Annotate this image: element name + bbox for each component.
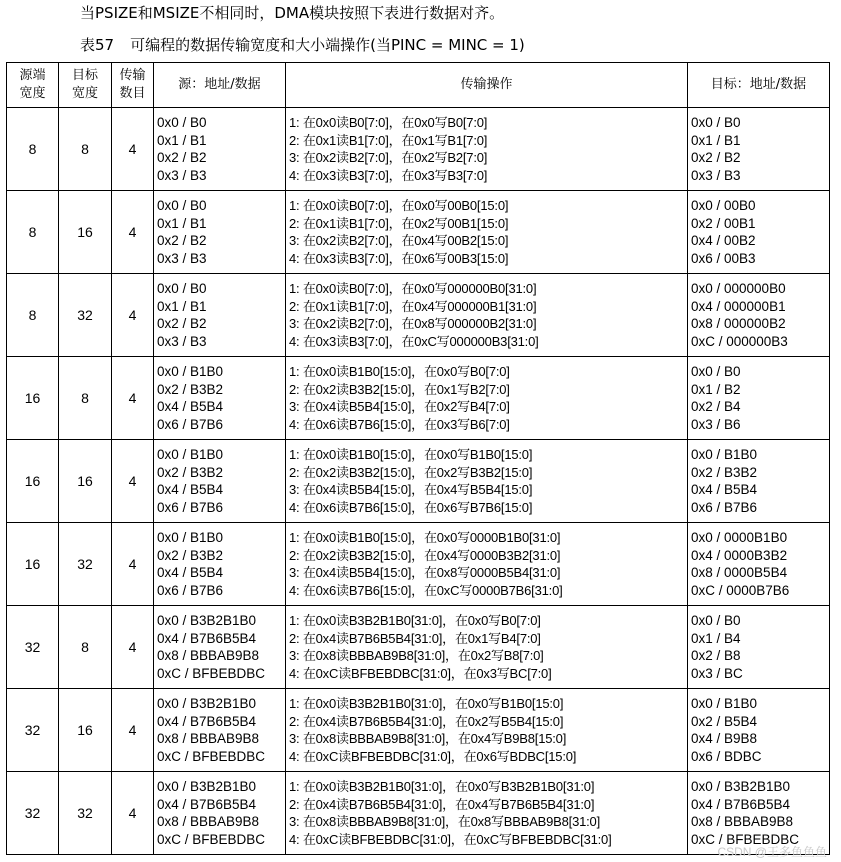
target-line: 0x0 / B0: [691, 613, 741, 628]
data-alignment-table: [6, 62, 830, 855]
source-line: 0x1 / B1: [157, 132, 207, 148]
operation-line: 3: 在0x8读BBBAB9B8[31:0]，在0x8写BBBAB9B8[31:0]: [289, 814, 600, 829]
source-cell: [154, 108, 286, 191]
target-line: 0x0 / B3B2B1B0: [691, 779, 791, 794]
target-line: 0x0 / B1B0: [691, 696, 758, 711]
operation-line: 4: 在0x6读B7B6[15:0]，在0xC写0000B7B6[31:0]: [289, 582, 563, 598]
dst-width-cell: 8: [59, 357, 112, 440]
table-title: 可编程的数据传输宽度和大小端操作(当PINC = MINC = 1): [130, 36, 525, 54]
target-cell: [688, 689, 830, 772]
source-cell: [154, 606, 286, 689]
table-row: [7, 357, 830, 440]
dst-width-cell: 16: [59, 689, 112, 772]
operation-line: 3: 在0x4读B5B4[15:0]，在0x4写B5B4[15:0]: [289, 482, 533, 497]
source-line: 0x2 / B3B2: [157, 381, 224, 397]
target-line: 0x4 / 0000B3B2: [691, 547, 788, 563]
target-line: 0x3 / BC: [691, 665, 743, 681]
operation-line: 1: 在0x0读B3B2B1B0[31:0]，在0x0写B3B2B1B0[31:0]: [289, 779, 595, 794]
watermark: CSDN @王多鱼鱼鱼: [717, 845, 827, 859]
target-cell: [688, 108, 830, 191]
operation-line: 3: 在0x8读BBBAB9B8[31:0]，在0x2写B8[7:0]: [289, 648, 544, 663]
source-line: 0x2 / B2: [157, 316, 207, 331]
operation-cell: [286, 606, 688, 689]
target-line: 0x4 / 00B2: [691, 233, 756, 248]
count-cell: 4: [112, 689, 154, 772]
source-cell: [154, 274, 286, 357]
source-line: 0x0 / B1B0: [157, 447, 224, 462]
operation-cell: [286, 108, 688, 191]
table-row: [7, 523, 830, 606]
operation-line: 2: 在0x4读B7B6B5B4[31:0]，在0x2写B5B4[15:0]: [289, 713, 564, 729]
source-line: 0x0 / B0: [157, 198, 207, 213]
source-line: 0x8 / BBBAB9B8: [157, 814, 260, 829]
operation-cell: [286, 523, 688, 606]
target-line: 0xC / 0000B7B6: [691, 582, 790, 598]
source-cell: [154, 523, 286, 606]
operation-cell: [286, 772, 688, 855]
src-width-cell: 16: [7, 523, 59, 606]
src-width-cell: 32: [7, 606, 59, 689]
source-line: 0x4 / B7B6B5B4: [157, 713, 257, 729]
operation-line: 4: 在0xC读BFBEBDBC[31:0]，在0xC写BFBEBDBC[31:0]: [289, 831, 612, 847]
dst-width-cell: 16: [59, 191, 112, 274]
source-line: 0x0 / B3B2B1B0: [157, 696, 257, 711]
source-line: 0x0 / B1B0: [157, 530, 224, 545]
table-caption: [80, 34, 525, 55]
target-line: 0x2 / B4: [691, 399, 741, 414]
source-line: 0x6 / B7B6: [157, 499, 224, 515]
target-line: 0x2 / B5B4: [691, 713, 758, 729]
operation-line: 2: 在0x1读B1[7:0]，在0x1写B1[7:0]: [289, 132, 488, 148]
header-source: 源：地址/数据: [154, 63, 286, 108]
operation-line: 1: 在0x0读B1B0[15:0]，在0x0写B1B0[15:0]: [289, 447, 533, 462]
source-line: 0x2 / B2: [157, 233, 207, 248]
target-line: 0xC / 000000B3: [691, 333, 788, 349]
source-line: 0x3 / B3: [157, 333, 207, 349]
operation-line: 4: 在0x3读B3[7:0]，在0x6写00B3[15:0]: [289, 250, 509, 266]
header-operation: 传输操作: [286, 63, 688, 108]
header-count: 传输 数目: [112, 63, 154, 108]
operation-line: 3: 在0x2读B2[7:0]，在0x4写00B2[15:0]: [289, 233, 509, 248]
count-cell: 4: [112, 274, 154, 357]
src-width-cell: 8: [7, 108, 59, 191]
target-line: 0x8 / BBBAB9B8: [691, 814, 794, 829]
operation-line: 2: 在0x2读B3B2[15:0]，在0x4写0000B3B2[31:0]: [289, 547, 561, 563]
src-width-cell: 8: [7, 274, 59, 357]
operation-cell: [286, 274, 688, 357]
target-line: 0x6 / B7B6: [691, 499, 758, 515]
source-line: 0x8 / BBBAB9B8: [157, 648, 260, 663]
source-line: 0xC / BFBEBDBC: [157, 665, 266, 681]
count-cell: 4: [112, 523, 154, 606]
target-line: 0x2 / B8: [691, 648, 741, 663]
source-cell: [154, 772, 286, 855]
operation-line: 2: 在0x2读B3B2[15:0]，在0x2写B3B2[15:0]: [289, 464, 533, 480]
src-width-cell: 32: [7, 772, 59, 855]
dst-width-cell: 32: [59, 523, 112, 606]
target-line: 0x4 / B5B4: [691, 482, 758, 497]
dst-width-cell: 8: [59, 606, 112, 689]
source-line: 0x2 / B3B2: [157, 464, 224, 480]
dst-width-cell: 32: [59, 772, 112, 855]
header-dst-width: 目标 宽度: [59, 63, 112, 108]
intro-text: 当PSIZE和MSIZE不相同时，DMA模块按照下表进行数据对齐。: [80, 4, 505, 22]
target-line: 0x4 / B9B8: [691, 731, 758, 746]
source-line: 0x4 / B5B4: [157, 399, 224, 414]
target-line: 0x2 / B3B2: [691, 464, 758, 480]
source-line: 0xC / BFBEBDBC: [157, 831, 266, 847]
operation-line: 3: 在0x4读B5B4[15:0]，在0x8写0000B5B4[31:0]: [289, 565, 561, 580]
operation-line: 1: 在0x0读B0[7:0]，在0x0写000000B0[31:0]: [289, 281, 537, 296]
operation-line: 1: 在0x0读B0[7:0]，在0x0写B0[7:0]: [289, 115, 488, 130]
source-cell: [154, 689, 286, 772]
operation-line: 4: 在0xC读BFBEBDBC[31:0]，在0x6写BDBC[15:0]: [289, 748, 577, 764]
target-line: 0x4 / 000000B1: [691, 298, 786, 314]
operation-line: 1: 在0x0读B3B2B1B0[31:0]，在0x0写B0[7:0]: [289, 613, 541, 628]
source-line: 0x0 / B0: [157, 115, 207, 130]
operation-line: 2: 在0x2读B3B2[15:0]，在0x1写B2[7:0]: [289, 381, 510, 397]
source-line: 0x1 / B1: [157, 298, 207, 314]
operation-line: 3: 在0x2读B2[7:0]，在0x8写000000B2[31:0]: [289, 316, 537, 331]
operation-line: 3: 在0x4读B5B4[15:0]，在0x2写B4[7:0]: [289, 399, 510, 414]
operation-line: 2: 在0x1读B1[7:0]，在0x2写00B1[15:0]: [289, 215, 509, 231]
table-row: [7, 108, 830, 191]
count-cell: 4: [112, 606, 154, 689]
table-row: [7, 191, 830, 274]
target-line: 0x0 / 0000B1B0: [691, 530, 788, 545]
table-row: [7, 440, 830, 523]
source-line: 0x1 / B1: [157, 215, 207, 231]
operation-line: 1: 在0x0读B0[7:0]，在0x0写00B0[15:0]: [289, 198, 509, 213]
dst-width-cell: 16: [59, 440, 112, 523]
operation-line: 1: 在0x0读B1B0[15:0]，在0x0写B0[7:0]: [289, 364, 510, 379]
source-line: 0x3 / B3: [157, 167, 207, 183]
source-line: 0x2 / B3B2: [157, 547, 224, 563]
target-line: 0x2 / 00B1: [691, 215, 756, 231]
dst-width-cell: 8: [59, 108, 112, 191]
source-cell: [154, 357, 286, 440]
target-line: 0x0 / B1B0: [691, 447, 758, 462]
operation-line: 1: 在0x0读B3B2B1B0[31:0]，在0x0写B1B0[15:0]: [289, 696, 564, 711]
operation-line: 1: 在0x0读B1B0[15:0]，在0x0写0000B1B0[31:0]: [289, 530, 561, 545]
target-cell: [688, 523, 830, 606]
source-line: 0xC / BFBEBDBC: [157, 748, 266, 764]
operation-cell: [286, 689, 688, 772]
target-line: 0x6 / 00B3: [691, 250, 756, 266]
dst-width-cell: 32: [59, 274, 112, 357]
source-line: 0x8 / BBBAB9B8: [157, 731, 260, 746]
operation-line: 2: 在0x4读B7B6B5B4[31:0]，在0x4写B7B6B5B4[31:0]: [289, 796, 595, 812]
operation-line: 4: 在0x3读B3[7:0]，在0xC写000000B3[31:0]: [289, 333, 539, 349]
operation-line: 4: 在0x6读B7B6[15:0]，在0x6写B7B6[15:0]: [289, 499, 533, 515]
src-width-cell: 16: [7, 440, 59, 523]
operation-line: 4: 在0xC读BFBEBDBC[31:0]，在0x3写BC[7:0]: [289, 665, 552, 681]
target-line: 0x1 / B2: [691, 381, 741, 397]
operation-line: 3: 在0x8读BBBAB9B8[31:0]，在0x4写B9B8[15:0]: [289, 731, 567, 746]
source-line: 0x0 / B3B2B1B0: [157, 613, 257, 628]
target-line: 0x0 / B0: [691, 115, 741, 130]
source-line: 0x0 / B1B0: [157, 364, 224, 379]
source-line: 0x4 / B5B4: [157, 482, 224, 497]
source-line: 0x6 / B7B6: [157, 582, 224, 598]
table-row: [7, 274, 830, 357]
count-cell: 4: [112, 108, 154, 191]
count-cell: 4: [112, 357, 154, 440]
operation-line: 3: 在0x2读B2[7:0]，在0x2写B2[7:0]: [289, 150, 488, 165]
target-line: 0x0 / B0: [691, 364, 741, 379]
target-line: 0x3 / B3: [691, 167, 741, 183]
source-line: 0x2 / B2: [157, 150, 207, 165]
target-line: 0x4 / B7B6B5B4: [691, 796, 791, 812]
target-line: 0x1 / B1: [691, 132, 741, 148]
target-line: 0x0 / 000000B0: [691, 281, 786, 296]
target-cell: [688, 606, 830, 689]
source-line: 0x6 / B7B6: [157, 416, 224, 432]
src-width-cell: 16: [7, 357, 59, 440]
target-line: 0x6 / BDBC: [691, 748, 762, 764]
src-width-cell: 32: [7, 689, 59, 772]
source-line: 0x3 / B3: [157, 250, 207, 266]
table-row: [7, 689, 830, 772]
operation-line: 4: 在0x6读B7B6[15:0]，在0x3写B6[7:0]: [289, 416, 510, 432]
source-line: 0x4 / B7B6B5B4: [157, 796, 257, 812]
source-line: 0x0 / B0: [157, 281, 207, 296]
table-number: 表57: [80, 36, 115, 54]
src-width-cell: 8: [7, 191, 59, 274]
operation-cell: [286, 191, 688, 274]
operation-line: 4: 在0x3读B3[7:0]，在0x3写B3[7:0]: [289, 167, 488, 183]
source-line: 0x0 / B3B2B1B0: [157, 779, 257, 794]
target-line: 0x2 / B2: [691, 150, 741, 165]
header-row: [7, 63, 830, 108]
source-line: 0x4 / B7B6B5B4: [157, 630, 257, 646]
table-row: [7, 772, 830, 855]
count-cell: 4: [112, 772, 154, 855]
source-cell: [154, 440, 286, 523]
target-line: 0xC / BFBEBDBC: [691, 831, 800, 847]
target-line: 0x3 / B6: [691, 416, 741, 432]
source-cell: [154, 191, 286, 274]
operation-line: 2: 在0x1读B1[7:0]，在0x4写000000B1[31:0]: [289, 298, 537, 314]
target-line: 0x1 / B4: [691, 630, 741, 646]
target-line: 0x0 / 00B0: [691, 198, 756, 213]
count-cell: 4: [112, 440, 154, 523]
operation-cell: [286, 440, 688, 523]
table-row: [7, 606, 830, 689]
header-target: 目标：地址/数据: [688, 63, 830, 108]
operation-cell: [286, 357, 688, 440]
target-line: 0x8 / 0000B5B4: [691, 565, 788, 580]
count-cell: 4: [112, 191, 154, 274]
target-cell: [688, 274, 830, 357]
target-line: 0x8 / 000000B2: [691, 316, 786, 331]
target-cell: [688, 440, 830, 523]
source-line: 0x4 / B5B4: [157, 565, 224, 580]
header-src-width: 源端 宽度: [7, 63, 59, 108]
target-cell: [688, 357, 830, 440]
operation-line: 2: 在0x4读B7B6B5B4[31:0]，在0x1写B4[7:0]: [289, 630, 541, 646]
target-cell: [688, 191, 830, 274]
